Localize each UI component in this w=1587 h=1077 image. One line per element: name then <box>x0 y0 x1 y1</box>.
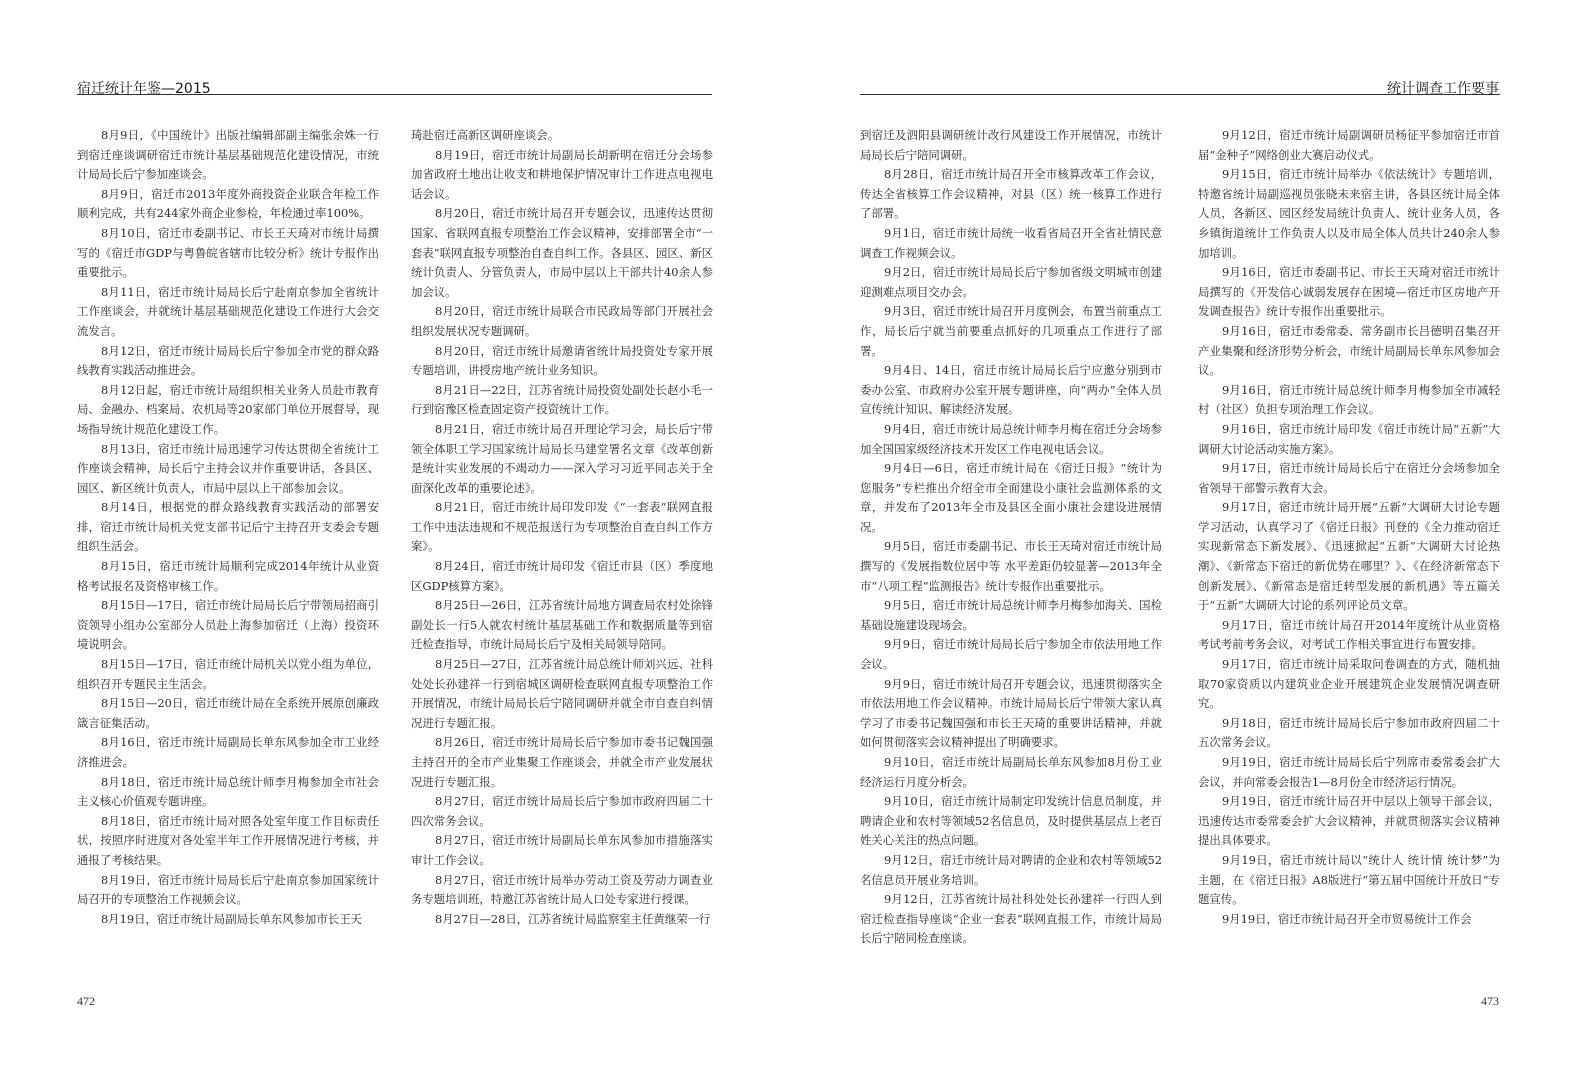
entry-paragraph: 8月16日，宿迁市统计局副局长单东风参加全市工业经济推进会。 <box>77 735 379 769</box>
header-rule <box>77 94 712 95</box>
entry-paragraph: 8月18日，宿迁市统计局总统计师李月梅参加全市社会主义核心价值观专题讲座。 <box>77 774 379 809</box>
entry-paragraph: 8月19日，宿迁市统计局副局长单东风参加市长王天 <box>100 911 362 926</box>
right-column-1 <box>860 126 1162 966</box>
entry-paragraph: 9月12日，宿迁市统计局对聘请的企业和农村等领域52名信息员开展业务培训。 <box>860 852 1162 887</box>
page-header-title: 宿迁统计年鉴—2015 <box>77 81 211 97</box>
header-rule <box>860 94 1500 95</box>
entry-paragraph: 9月12日，宿迁市统计局副调研员杨征平参加宿迁市首届“金种子”网络创业大赛启动仪式。 <box>1198 128 1500 162</box>
entry-paragraph: 8月15日—17日，宿迁市统计局局长后宁带领局招商引资领导小组办公室部分人员赴上海参加宿迁（上海）投资环境说明会。 <box>77 598 379 652</box>
entry-paragraph: 9月1日，宿迁市统计局统一收看省局召开全省社情民意调查工作视频会议。 <box>860 225 1162 260</box>
entry-paragraph: 8月27日—28日，江苏省统计局监察室主任黄继荣一行 <box>434 911 711 926</box>
entry-paragraph: 9月16日，宿迁市统计局总统计师李月梅参加全市减轻村（社区）负担专项治理工作会议。 <box>1198 382 1500 417</box>
entry-paragraph: 9月5日，宿迁市统计局总统计师李月梅参加海关、国检基础设施建设现场会。 <box>860 598 1162 632</box>
entry-paragraph: 9月4日，宿迁市统计局总统计师李月梅在宿迁分会场参加全国国家级经济技术开发区工作电视电话会议。 <box>860 421 1162 456</box>
entry-paragraph: 8月14日，根据党的群众路线教育实践活动的部署安排，宿迁市统计局机关党支部书记后宁主持召开支委会专题组织生活会。 <box>77 500 379 554</box>
entry-paragraph: 8月21日—22日，江苏省统计局投资处副处长赵小毛一行到宿豫区检查固定资产投资统计工作。 <box>411 382 713 417</box>
entry-paragraph: 8月27日，宿迁市统计局副局长单东风参加市措施落实审计工作会议。 <box>411 833 713 867</box>
entry-paragraph: 8月13日，宿迁市统计局迅速学习传达贯彻全省统计工作座谈会精神，局长后宁主持会议并作重要讲话，各县区、园区、新区统计负责人，市局中层以上干部参加会议。 <box>77 441 379 495</box>
entry-paragraph: 8月27日，宿迁市统计局举办劳动工资及劳动力调查业务专题培训班，特邀江苏省统计局人口处专家进行授课。 <box>411 872 713 907</box>
entry-paragraph: 9月19日，宿迁市统计局局长后宁列席市委常委会扩大会议，并向常委会报告1—8月份全市经济运行情况。 <box>1198 755 1500 789</box>
entry-paragraph: 9月17日，宿迁市统计局局长后宁在宿迁分会场参加全省领导干部警示教育大会。 <box>1198 461 1500 495</box>
continued-paragraph: 到宿迁及泗阳县调研统计改行风建设工作开展情况，市统计局局长后宁陪同调研。 <box>860 128 1162 162</box>
entry-paragraph: 8月26日，宿迁市统计局局长后宁参加市委书记魏国强主持召开的全市产业集聚工作座谈会，并就全市产业发展状况进行专题汇报。 <box>411 735 713 789</box>
entry-paragraph: 9月19日，宿迁市统计局召开中层以上领导干部会议，迅速传达市委常委会扩大会议精神，并就贯彻落实会议精神提出具体要求。 <box>1198 794 1500 848</box>
entry-paragraph: 9月18日，宿迁市统计局局长后宁参加市政府四届二十五次常务会议。 <box>1198 715 1500 750</box>
entry-paragraph: 8月20日，宿迁市统计局邀请省统计局投资处专家开展专题培训，讲授房地产统计业务知识。 <box>411 343 713 378</box>
right-column-2 <box>1198 126 1500 966</box>
entry-paragraph: 8月15日，宿迁市统计局顺利完成2014年统计从业资格考试报名及资格审核工作。 <box>77 559 379 593</box>
entry-paragraph: 9月12日，江苏省统计局社科处处长孙建祥一行四人到宿迁检查指导座谈“企业一套表”联网直报工作，市统计局局长后宁陪同检查座谈。 <box>860 892 1162 946</box>
entry-paragraph: 8月12日起，宿迁市统计局组织相关业务人员赴市教育局、金融办、档案局、农机局等20家部门单位开展督导，现场指导统计规范化建设工作。 <box>77 382 379 436</box>
entry-paragraph: 8月19日，宿迁市统计局局长后宁赴南京参加国家统计局召开的专项整治工作视频会议。 <box>77 872 379 907</box>
entry-paragraph: 8月21日，宿迁市统计局召开理论学习会，局长后宁带领全体职工学习国家统计局局长马建堂署名文章《改革创新是统计实业发展的不竭动力——深入学习习近平同志关于全面深化改革的重要论述》。 <box>411 421 713 495</box>
entry-paragraph: 9月15日，宿迁市统计局举办《依法统计》专题培训，特邀省统计局副巡视员张晓未来宿主讲，各县区统计局全体人员，各新区、园区经发局统计负责人、统计业务人员，各乡镇街道统计工作负责人以及市局全体人员共计240余人参加培训。 <box>1198 167 1500 260</box>
entry-paragraph: 9月19日，宿迁市统计局以“统计人 统计情 统计梦”为主题，在《宿迁日报》A8版进行“第五届中国统计开放日”专题宣传。 <box>1198 852 1500 907</box>
entry-paragraph: 8月12日，宿迁市统计局局长后宁参加全市党的群众路线教育实践活动推进会。 <box>77 343 379 378</box>
entry-paragraph: 9月3日，宿迁市统计局召开月度例会，布置当前重点工作，局长后宁就当前要重点抓好的几项重点工作进行了部署。 <box>860 304 1162 358</box>
entry-paragraph: 8月11日，宿迁市统计局局长后宁赴南京参加全省统计工作座谈会，并就统计基层基础规范化建设工作进行大会交流发言。 <box>77 284 379 338</box>
entry-paragraph: 8月24日，宿迁市统计局印发《宿迁市县（区）季度地区GDP核算方案》。 <box>411 559 713 593</box>
continued-paragraph: 琦赴宿迁高新区调研座谈会。 <box>411 128 560 142</box>
right-page <box>794 0 1587 1077</box>
entry-paragraph: 8月25日—26日，江苏省统计局地方调查局农村处徐锋副处长一行5人就农村统计基层基础工作和数据质量等到宿迁检查指导，市统计局局长后宁及相关局领导陪同。 <box>411 598 713 652</box>
entry-paragraph: 8月19日，宿迁市统计局副局长胡新明在宿迁分会场参加省政府土地出让收支和耕地保护情况审计工作进点电视电话会议。 <box>411 147 713 201</box>
page-header-title: 统计调查工作要事 <box>1387 81 1499 97</box>
entry-paragraph: 8月10日，宿迁市委副书记、市长王天琦对市统计局撰写的《宿迁市GDP与粤鲁皖省辖市比较分析》统计专报作出重要批示。 <box>77 225 379 280</box>
entry-paragraph: 9月5日，宿迁市委副书记、市长王天琦对宿迁市统计局撰写的《发展指数位居中等 水平差距仍较显著—2013年全市“八项工程”监测报告》统计专报作出重要批示。 <box>860 539 1162 593</box>
entry-paragraph: 8月20日，宿迁市统计局联合市民政局等部门开展社会组织发展状况专题调研。 <box>411 304 713 338</box>
page-number: 473 <box>1481 994 1499 1008</box>
left-column-2 <box>411 126 713 966</box>
entry-paragraph: 8月25日—27日，江苏省统计局总统计师刘兴远、社科处处长孙建祥一行到宿城区调研检查联网直报专项整治工作开展情况，市统计局局长后宁陪同调研并就全市自查自纠情况进行专题汇报。 <box>411 657 713 730</box>
entry-paragraph: 8月9日，《中国统计》出版社编辑部副主编张余姝一行到宿迁座谈调研宿迁市统计基层基础规范化建设情况，市统计局局长后宁参加座谈会。 <box>77 128 379 182</box>
entry-paragraph: 9月9日，宿迁市统计局召开专题会议，迅速贯彻落实全市依法用地工作会议精神。市统计局局长后宁带领大家认真学习了市委书记魏国强和市长王天琦的重要讲话精神，并就如何贯彻落实会议精神提出了明确要求。 <box>860 676 1162 750</box>
entry-paragraph: 9月16日，宿迁市统计局印发《宿迁市统计局“五新”大调研大讨论活动实施方案》。 <box>1198 421 1500 456</box>
page-number: 472 <box>77 994 95 1008</box>
entry-paragraph: 8月28日，宿迁市统计局召开全市核算改革工作会议，传达全省核算工作会议精神，对县（区）统一核算工作进行了部署。 <box>860 167 1162 221</box>
entry-paragraph: 9月19日，宿迁市统计局召开全市贸易统计工作会 <box>1221 911 1472 926</box>
entry-paragraph: 9月17日，宿迁市统计局召开2014年度统计从业资格考试考前考务会议，对考试工作相关事宜进行布置安排。 <box>1198 617 1500 652</box>
left-column-1 <box>77 126 379 966</box>
entry-paragraph: 9月4日、14日，宿迁市统计局局长后宁应邀分别到市委办公室、市政府办公室开展专题讲座，向“两办”全体人员宣传统计知识、解读经济发展。 <box>860 363 1162 417</box>
entry-paragraph: 9月10日，宿迁市统计局副局长单东风参加8月份工业经济运行月度分析会。 <box>860 755 1162 789</box>
entry-paragraph: 9月17日，宿迁市统计局开展“五新”大调研大讨论专题学习活动，认真学习了《宿迁日报》刊登的《全力推动宿迁实现新常态下新发展》、《迅速掀起“五新”大调研大讨论热潮》、《新常态下宿迁的新优势在哪里？》、《在经济新常态下创新发展》、《新常态是宿迁转型发展的新机遇》等五篇关于“五新”大调研大讨论的系列评论员文章。 <box>1198 500 1500 613</box>
entry-paragraph: 9月16日，宿迁市委常委、常务副市长吕德明召集召开产业集聚和经济形势分析会，市统计局副局长单东风参加会议。 <box>1198 323 1500 378</box>
entry-paragraph: 8月9日，宿迁市2013年度外商投资企业联合年检工作顺利完成，共有244家外商企业参检，年检通过率100%。 <box>77 186 379 221</box>
entry-paragraph: 9月9日，宿迁市统计局局长后宁参加全市依法用地工作会议。 <box>860 637 1162 672</box>
entry-paragraph: 8月21日，宿迁市统计局印发印发《“一套表”联网直报工作中违法违规和不规范报送行为专项整治自查自纠工作方案》。 <box>411 500 713 554</box>
entry-paragraph: 8月15日—17日，宿迁市统计局机关以党小组为单位，组织召开专题民主生活会。 <box>77 657 379 691</box>
entry-paragraph: 8月18日，宿迁市统计局对照各处室年度工作目标责任状，按照序时进度对各处室半年工作开展情况进行考核，并通报了考核结果。 <box>77 813 379 867</box>
entry-paragraph: 9月17日，宿迁市统计局采取问卷调查的方式，随机抽取70家资质以内建筑业企业开展建筑企业发展情况调查研究。 <box>1198 657 1500 711</box>
entry-paragraph: 9月2日，宿迁市统计局局长后宁参加省级文明城市创建迎测难点项目交办会。 <box>860 265 1162 299</box>
entry-paragraph: 8月27日，宿迁市统计局局长后宁参加市政府四届二十四次常务会议。 <box>411 794 713 828</box>
left-page <box>0 0 793 1077</box>
entry-paragraph: 9月4日—6日，宿迁市统计局在《宿迁日报》“统计为您服务”专栏推出介绍全市全面建设小康社会监测体系的文章，并发布了2013年全市及县区全面小康社会建设进展情况。 <box>860 461 1162 534</box>
entry-paragraph: 9月10日，宿迁市统计局制定印发统计信息员制度，并聘请企业和农村等领域52名信息员，及时提供基层点上老百姓关心关注的热点问题。 <box>860 794 1162 848</box>
entry-paragraph: 8月20日，宿迁市统计局召开专题会议，迅速传达贯彻国家、省联网直报专项整治工作会议精神，安排部署全市“一套表”联网直报专项整治自查自纠工作。各县区、园区、新区统计负责人、分管负责人，市局中层以上干部共计40余人参加会议。 <box>411 206 713 299</box>
entry-paragraph: 8月15日—20日，宿迁市统计局在全系统开展原创廉政箴言征集活动。 <box>77 696 379 730</box>
entry-paragraph: 9月16日，宿迁市委副书记、市长王天琦对宿迁市统计局撰写的《开发信心诚弱发展存在困境—宿迁市区房地产开发调查报告》统计专报作出重要批示。 <box>1198 265 1500 319</box>
